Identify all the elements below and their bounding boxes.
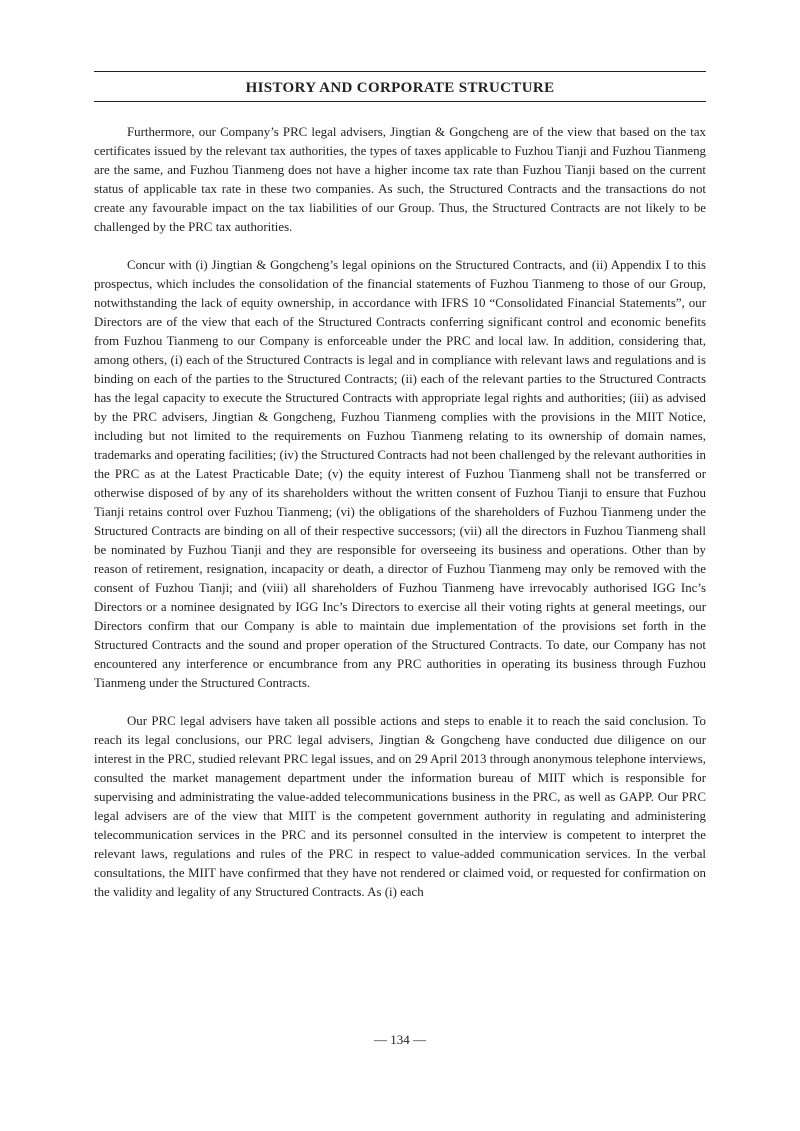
paragraph-legal-advisers: Our PRC legal advisers have taken all possible actions and steps to enable it to reach the said conclusion. To reach its legal conclusions, our PRC legal advisers, Jingtian & Gongcheng have conducted due diligence on our interest in the PRC, studied relevant PRC legal issues, and on 29 April 2013 through anonymous telephone interviews, consulted the market management department under the information bureau of MIIT which is responsible for supervising and administrating the value-added telecommunications business in the PRC, as well as GAPP. Our PRC legal advisers are of the view that MIIT is the competent government authority in regulating and administering telecommunication services in the PRC and its personnel consulted in the interview is competent to interpret the relevant laws, regulations and rules of the PRC in respect to value-added communication services. In the verbal consultations, the MIIT have confirmed that they have not rendered or claimed void, or requested for confirmation on the validity and legality of any Structured Contracts. As (i) each [94,714,706,899]
header-bottom-rule [94,101,706,102]
page-title: HISTORY AND CORPORATE STRUCTURE [245,80,555,96]
header-top-rule [94,71,706,72]
paragraph-directors-view: Concur with (i) Jingtian & Gongcheng’s legal opinions on the Structured Contracts, and (ii) Appendix I to this prospectus, which includes the consolidation of the financial statements of Fuzhou Tianmeng to those of our Group, notwithstanding the lack of equity ownership, in accordance with IFRS 10 “Consolidated Financial Statements”, our Directors are of the view that each of the Structured Contracts conferring significant control and economic benefits from Fuzhou Tianmeng to our Company is enforceable under the PRC and local law. In addition, considering that, among others, (i) each of the Structured Contracts is legal and in compliance with relevant laws and regulations and is binding on each of the parties to the Structured Contracts; (ii) each of the relevant parties to the Structured Contracts has the legal capacity to execute the Structured Contracts with appropriate legal rights and authorities; (iii) as advised by the PRC advisers, Jingtian & Gongcheng, Fuzhou Tianmeng complies with the provisions in the MIIT Notice, including but not limited to the requirements on Fuzhou Tianmeng relating to its ownership of domain names, trademarks and operating facilities; (iv) the Structured Contracts had not been challenged by the relevant authorities in the PRC as at the Latest Practicable Date; (v) the equity interest of Fuzhou Tianmeng shall not be transferred or otherwise disposed of by any of its shareholders without the written consent of Fuzhou Tianji to ensure that Fuzhou Tianji retains control over Fuzhou Tianmeng; (vi) the obligations of the shareholders of Fuzhou Tianmeng under the Structured Contracts are binding on all of their respective successors; (vii) all the directors in Fuzhou Tianmeng shall be nominated by Fuzhou Tianji and they are responsible for overseeing its business and operations. Other than by reason of retirement, resignation, incapacity or death, a director of Fuzhou Tianmeng may only be removed with the consent of Fuzhou Tianji; and (viii) all shareholders of Fuzhou Tianmeng have irrevocably authorised IGG Inc’s Directors or a nominee designated by IGG Inc’s Directors to exercise all their voting rights at general meetings, our Directors confirm that our Company is able to maintain due implementation of the provisions set forth in the Structured Contracts and the sound and proper operation of the Structured Contracts. To date, our Company has not encountered any interference or encumbrance from any PRC authorities in operating its business through Fuzhou Tianmeng under the Structured Contracts. [94,258,706,690]
document-body [94,123,706,921]
paragraph-tax-view: Furthermore, our Company’s PRC legal advisers, Jingtian & Gongcheng are of the view that based on the tax certificates issued by the relevant tax authorities, the types of taxes applicable to Fuzhou Tianji and Fuzhou Tianmeng are the same, and Fuzhou Tianmeng does not have a higher income tax rate than Fuzhou Tianji based on the current status of applicable tax rate in these two companies. As such, the Structured Contracts and the transactions do not create any favourable impact on the tax liabilities of our Group. Thus, the Structured Contracts are not likely to be challenged by the PRC tax authorities. [94,125,706,234]
page-number: — 134 — [374,1032,426,1047]
